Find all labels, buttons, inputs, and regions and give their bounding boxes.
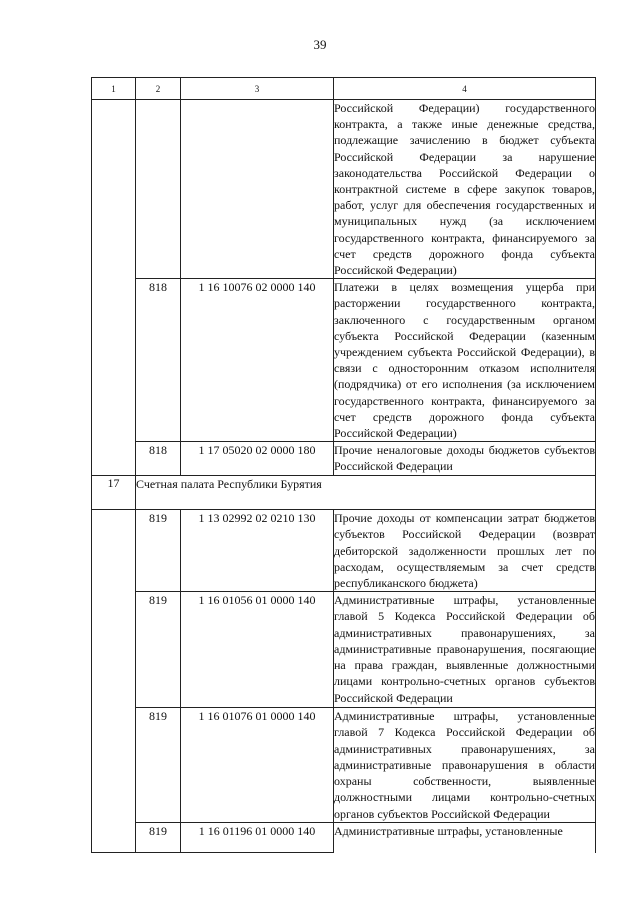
- section-number: 17: [92, 476, 136, 510]
- row-number-cell: [92, 100, 136, 476]
- column-number-1: 1: [92, 78, 136, 100]
- section-title: Счетная палата Республики Бурятия: [136, 476, 596, 510]
- column-number-row: [92, 78, 596, 100]
- income-description-cell: Платежи в целях возмещения ущерба при расторжении государственного контракта, заключенного с государственным органом субъекта Российской Федерации (казенным учреждением субъекта Российской Федерации), в связи с односторонним отказом исполнителя (подрядчика) от его исполнения (за исключением государственного контракта, финансируемого за счет средств дорожного фонда субъекта Российской Федерации): [334, 280, 595, 441]
- section-row: [92, 476, 596, 510]
- table-row: [92, 822, 596, 853]
- table-row: [92, 708, 596, 822]
- budget-classification-table: [91, 77, 596, 853]
- income-code-cell: 1 16 10076 02 0000 140: [181, 279, 334, 442]
- row-number-cell: [92, 510, 136, 853]
- column-number-4: 4: [334, 78, 596, 100]
- admin-code-cell: 819: [136, 592, 181, 708]
- income-code-cell: 1 16 01076 01 0000 140: [181, 708, 334, 822]
- admin-code-cell: [136, 100, 181, 279]
- admin-code-cell: 819: [136, 510, 181, 592]
- income-description-cell: Административные штрафы, установленные главой 7 Кодекса Российской Федерации об административных правонарушениях, за административные правонарушения в области охраны собственности, выявленные должностными лицами контрольно-счетных органов субъектов Российской Федерации: [334, 709, 595, 821]
- admin-code-cell: 818: [136, 279, 181, 442]
- income-description-cell: Прочие доходы от компенсации затрат бюджетов субъектов Российской Федерации (возврат дебиторской задолженности прошлых лет по расходам, осуществляемым за счет средств республиканского бюджета): [334, 511, 595, 591]
- income-description-cell: Административные штрафы, установленные главой 5 Кодекса Российской Федерации об административных правонарушениях, за административные правонарушения, посягающие на права граждан, выявленные должностными лицами контрольно-счетных органов субъектов Российской Федерации: [334, 592, 596, 708]
- income-code-cell: 1 13 02992 02 0210 130: [181, 510, 334, 592]
- page-number: 39: [313, 37, 327, 52]
- table-row: [92, 279, 596, 442]
- admin-code-cell: 819: [136, 822, 181, 853]
- income-description-cell: Административные штрафы, установленные: [334, 822, 596, 853]
- income-description-cell: Прочие неналоговые доходы бюджетов субъектов Российской Федерации: [334, 442, 596, 476]
- table-row: [92, 510, 596, 592]
- income-description-cell: Российской Федерации) государственного контракта, а также иные денежные средства, подлежащие зачислению в бюджет субъекта Российской Федерации за нарушение законодательства Российской Федерации о контрактной системе в сфере закупок товаров, работ, услуг для обеспечения государственных и муниципальных нужд (за исключением государственного контракта, финансируемого за счет средств дорожного фонда субъекта Российской Федерации): [334, 101, 595, 278]
- table-row: [92, 442, 596, 476]
- table-row: [92, 592, 596, 708]
- column-number-3: 3: [181, 78, 334, 100]
- admin-code-cell: 818: [136, 442, 181, 476]
- income-code-cell: 1 16 01056 01 0000 140: [181, 592, 334, 708]
- income-code-cell: [181, 100, 334, 279]
- table-row: [92, 100, 596, 279]
- admin-code-cell: 819: [136, 708, 181, 822]
- income-code-cell: 1 16 01196 01 0000 140: [181, 822, 334, 853]
- column-number-2: 2: [136, 78, 181, 100]
- income-code-cell: 1 17 05020 02 0000 180: [181, 442, 334, 476]
